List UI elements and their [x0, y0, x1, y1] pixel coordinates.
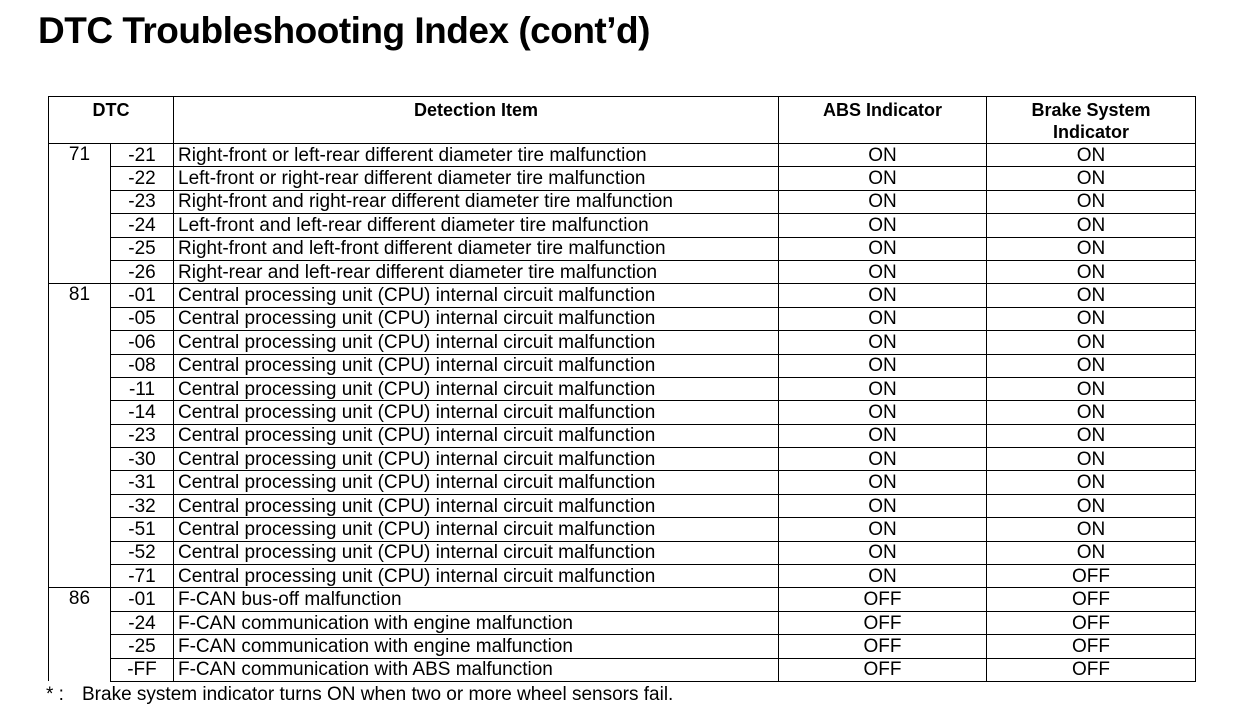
dtc-sub-code: -32: [111, 494, 174, 517]
dtc-index-table: [48, 96, 1196, 682]
dtc-sub-code: -24: [111, 214, 174, 237]
dtc-sub-code: -24: [111, 611, 174, 634]
footnote-mark: * :: [46, 684, 64, 705]
brake-indicator-state: ON: [987, 190, 1196, 213]
detection-item: Central processing unit (CPU) internal circuit malfunction: [174, 518, 779, 541]
dtc-sub-code: -08: [111, 354, 174, 377]
detection-item: Right-front and left-front different diameter tire malfunction: [174, 237, 779, 260]
brake-indicator-state: ON: [987, 284, 1196, 307]
table-row: [49, 518, 1196, 541]
table-row: [49, 565, 1196, 588]
detection-item: Central processing unit (CPU) internal circuit malfunction: [174, 494, 779, 517]
abs-indicator-state: ON: [779, 401, 987, 424]
table-row: [49, 284, 1196, 307]
dtc-main-code: 71: [49, 144, 111, 284]
table-row: [49, 331, 1196, 354]
detection-item: Left-front or right-rear different diameter tire malfunction: [174, 167, 779, 190]
brake-indicator-state: ON: [987, 167, 1196, 190]
table-row: [49, 144, 1196, 167]
detection-item: Central processing unit (CPU) internal circuit malfunction: [174, 354, 779, 377]
header-brake-line2: Indicator: [1052, 122, 1129, 142]
dtc-sub-code: -05: [111, 307, 174, 330]
brake-indicator-state: ON: [987, 494, 1196, 517]
detection-item: Central processing unit (CPU) internal circuit malfunction: [174, 331, 779, 354]
abs-indicator-state: ON: [779, 237, 987, 260]
detection-item: Central processing unit (CPU) internal circuit malfunction: [174, 541, 779, 564]
abs-indicator-state: OFF: [779, 611, 987, 634]
abs-indicator-state: ON: [779, 494, 987, 517]
abs-indicator-state: ON: [779, 331, 987, 354]
detection-item: Right-front or left-rear different diameter tire malfunction: [174, 144, 779, 167]
detection-item: Right-front and right-rear different diameter tire malfunction: [174, 190, 779, 213]
table-row: [49, 377, 1196, 400]
header-brake-line1: Brake System: [1031, 100, 1151, 120]
brake-indicator-state: ON: [987, 354, 1196, 377]
brake-indicator-state: ON: [987, 377, 1196, 400]
abs-indicator-state: ON: [779, 190, 987, 213]
detection-item: Right-rear and left-rear different diameter tire malfunction: [174, 260, 779, 283]
brake-indicator-state: OFF: [987, 658, 1196, 681]
abs-indicator-state: OFF: [779, 635, 987, 658]
abs-indicator-state: OFF: [779, 658, 987, 681]
table-row: [49, 588, 1196, 611]
brake-indicator-state: OFF: [987, 588, 1196, 611]
brake-indicator-state: ON: [987, 541, 1196, 564]
table-row: [49, 611, 1196, 634]
dtc-sub-code: -06: [111, 331, 174, 354]
dtc-sub-code: -23: [111, 424, 174, 447]
abs-indicator-state: ON: [779, 377, 987, 400]
dtc-sub-code: -52: [111, 541, 174, 564]
abs-indicator-state: ON: [779, 260, 987, 283]
dtc-sub-code: -11: [111, 377, 174, 400]
footnote-text: Brake system indicator turns ON when two or more wheel sensors fail.: [82, 684, 674, 705]
abs-indicator-state: ON: [779, 214, 987, 237]
detection-item: Central processing unit (CPU) internal circuit malfunction: [174, 284, 779, 307]
table-row: [49, 307, 1196, 330]
footnote: [46, 684, 673, 706]
dtc-sub-code: -26: [111, 260, 174, 283]
table-body: [49, 144, 1196, 682]
dtc-sub-code: -01: [111, 588, 174, 611]
abs-indicator-state: ON: [779, 284, 987, 307]
detection-item: Central processing unit (CPU) internal circuit malfunction: [174, 448, 779, 471]
table-row: [49, 401, 1196, 424]
abs-indicator-state: ON: [779, 167, 987, 190]
dtc-main-code: 81: [49, 284, 111, 588]
abs-indicator-state: ON: [779, 471, 987, 494]
brake-indicator-state: OFF: [987, 611, 1196, 634]
dtc-sub-code: -22: [111, 167, 174, 190]
brake-indicator-state: OFF: [987, 565, 1196, 588]
abs-indicator-state: ON: [779, 518, 987, 541]
table-row: [49, 237, 1196, 260]
brake-indicator-state: ON: [987, 307, 1196, 330]
table-row: [49, 167, 1196, 190]
detection-item: Central processing unit (CPU) internal circuit malfunction: [174, 471, 779, 494]
table-row: [49, 635, 1196, 658]
detection-item: Central processing unit (CPU) internal circuit malfunction: [174, 424, 779, 447]
brake-indicator-state: ON: [987, 471, 1196, 494]
brake-indicator-state: OFF: [987, 635, 1196, 658]
table-row: [49, 658, 1196, 681]
header-abs-indicator: ABS Indicator: [779, 97, 987, 144]
table-row: [49, 214, 1196, 237]
header-dtc: DTC: [49, 97, 174, 144]
abs-indicator-state: ON: [779, 424, 987, 447]
abs-indicator-state: ON: [779, 307, 987, 330]
table-row: [49, 260, 1196, 283]
dtc-main-code: 86: [49, 588, 111, 682]
brake-indicator-state: ON: [987, 518, 1196, 541]
dtc-sub-code: -23: [111, 190, 174, 213]
dtc-sub-code: -25: [111, 635, 174, 658]
dtc-sub-code: -21: [111, 144, 174, 167]
dtc-sub-code: -51: [111, 518, 174, 541]
dtc-sub-code: -25: [111, 237, 174, 260]
detection-item: F-CAN communication with engine malfunction: [174, 635, 779, 658]
dtc-sub-code: -30: [111, 448, 174, 471]
detection-item: Central processing unit (CPU) internal circuit malfunction: [174, 565, 779, 588]
detection-item: Left-front and left-rear different diameter tire malfunction: [174, 214, 779, 237]
abs-indicator-state: ON: [779, 144, 987, 167]
detection-item: F-CAN communication with ABS malfunction: [174, 658, 779, 681]
table-row: [49, 354, 1196, 377]
page-title: DTC Troubleshooting Index (cont’d): [38, 10, 650, 51]
detection-item: F-CAN communication with engine malfunction: [174, 611, 779, 634]
dtc-sub-code: -71: [111, 565, 174, 588]
abs-indicator-state: ON: [779, 541, 987, 564]
detection-item: Central processing unit (CPU) internal circuit malfunction: [174, 401, 779, 424]
dtc-sub-code: -FF: [111, 658, 174, 681]
brake-indicator-state: ON: [987, 448, 1196, 471]
header-brake-system-indicator: [987, 97, 1196, 144]
table-row: [49, 471, 1196, 494]
brake-indicator-state: ON: [987, 401, 1196, 424]
table-row: [49, 448, 1196, 471]
brake-indicator-state: ON: [987, 331, 1196, 354]
table-row: [49, 541, 1196, 564]
detection-item: F-CAN bus-off malfunction: [174, 588, 779, 611]
dtc-sub-code: -31: [111, 471, 174, 494]
brake-indicator-state: ON: [987, 237, 1196, 260]
abs-indicator-state: OFF: [779, 588, 987, 611]
dtc-sub-code: -01: [111, 284, 174, 307]
table-header-row: [49, 97, 1196, 144]
abs-indicator-state: ON: [779, 448, 987, 471]
table-row: [49, 424, 1196, 447]
table-row: [49, 494, 1196, 517]
brake-indicator-state: ON: [987, 260, 1196, 283]
abs-indicator-state: ON: [779, 354, 987, 377]
detection-item: Central processing unit (CPU) internal circuit malfunction: [174, 377, 779, 400]
dtc-sub-code: -14: [111, 401, 174, 424]
table-row: [49, 190, 1196, 213]
abs-indicator-state: ON: [779, 565, 987, 588]
header-detection-item: Detection Item: [174, 97, 779, 144]
brake-indicator-state: ON: [987, 214, 1196, 237]
brake-indicator-state: ON: [987, 424, 1196, 447]
detection-item: Central processing unit (CPU) internal circuit malfunction: [174, 307, 779, 330]
brake-indicator-state: ON: [987, 144, 1196, 167]
